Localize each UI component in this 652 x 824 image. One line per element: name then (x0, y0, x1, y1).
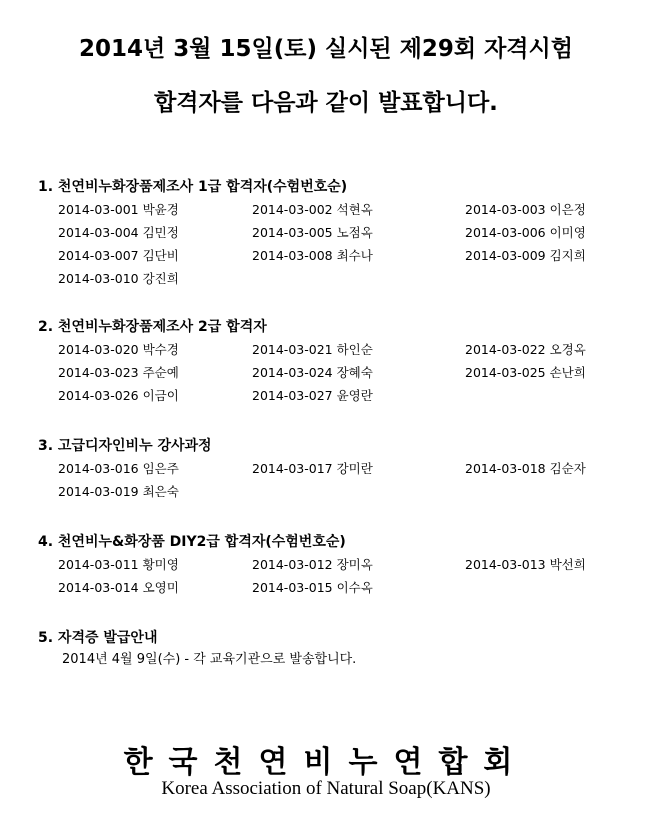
candidate-entry: 2014-03-016 임은주 (58, 461, 179, 476)
candidate-entry: 2014-03-010 강진희 (58, 271, 179, 286)
candidate-entry: 2014-03-015 이수옥 (252, 580, 373, 595)
candidate-entry: 2014-03-004 김민정 (58, 225, 179, 240)
organization-name-korean: 한국천연비누연합회 (123, 745, 529, 780)
candidate-entry: 2014-03-027 윤영란 (252, 388, 373, 403)
result-section (38, 176, 618, 290)
result-section (38, 531, 618, 599)
result-row (38, 576, 618, 599)
candidate-entry: 2014-03-026 이금이 (58, 388, 179, 403)
candidate-entry: 2014-03-014 오영미 (58, 580, 179, 595)
candidate-entry: 2014-03-005 노점옥 (252, 225, 373, 240)
candidate-entry: 2014-03-017 강미란 (252, 461, 373, 476)
result-row (38, 267, 618, 290)
announcement-title-line2: 합격자를 다음과 같이 발표합니다. (154, 90, 498, 116)
result-row (38, 198, 618, 221)
section-heading: 2. 천연비누화장품제조사 2급 합격자 (38, 319, 267, 335)
candidate-entry: 2014-03-020 박수경 (58, 342, 179, 357)
result-row (38, 221, 618, 244)
section-heading: 1. 천연비누화장품제조사 1급 합격자(수험번호순) (38, 179, 348, 195)
notice-text: 2014년 4월 9일(수) - 각 교육기관으로 발송합니다. (62, 652, 357, 667)
organization-name-english: Korea Association of Natural Soap(KANS) (161, 778, 491, 799)
candidate-entry: 2014-03-025 손난희 (465, 365, 586, 380)
result-row (38, 244, 618, 267)
candidate-entry: 2014-03-001 박윤경 (58, 202, 179, 217)
result-row (38, 457, 618, 480)
result-row (38, 338, 618, 361)
candidate-entry: 2014-03-013 박선희 (465, 557, 586, 572)
result-row (38, 384, 618, 407)
candidate-entry: 2014-03-009 김지희 (465, 248, 586, 263)
candidate-entry: 2014-03-023 주순예 (58, 365, 179, 380)
section-heading: 4. 천연비누&화장품 DIY2급 합격자(수험번호순) (38, 534, 346, 550)
result-section (38, 316, 618, 407)
result-row (38, 553, 618, 576)
candidate-entry: 2014-03-019 최은숙 (58, 484, 179, 499)
candidate-entry: 2014-03-024 장혜숙 (252, 365, 373, 380)
candidate-entry: 2014-03-007 김단비 (58, 248, 179, 263)
result-section (38, 435, 618, 503)
candidate-entry: 2014-03-022 오경옥 (465, 342, 586, 357)
result-row (38, 480, 618, 503)
candidate-entry: 2014-03-012 장미옥 (252, 557, 373, 572)
candidate-entry: 2014-03-002 석현옥 (252, 202, 373, 217)
candidate-entry: 2014-03-021 하인순 (252, 342, 373, 357)
candidate-entry: 2014-03-008 최수나 (252, 248, 373, 263)
announcement-title-line1: 2014년 3월 15일(토) 실시된 제29회 자격시험 (79, 36, 573, 62)
candidate-entry: 2014-03-011 황미영 (58, 557, 179, 572)
section-heading: 3. 고급디자인비누 강사과정 (38, 438, 212, 454)
result-row (38, 361, 618, 384)
certificate-notice (38, 627, 618, 671)
candidate-entry: 2014-03-003 이은정 (465, 202, 586, 217)
candidate-entry: 2014-03-006 이미영 (465, 225, 586, 240)
notice-heading: 5. 자격증 발급안내 (38, 630, 158, 646)
candidate-entry: 2014-03-018 김순자 (465, 461, 586, 476)
